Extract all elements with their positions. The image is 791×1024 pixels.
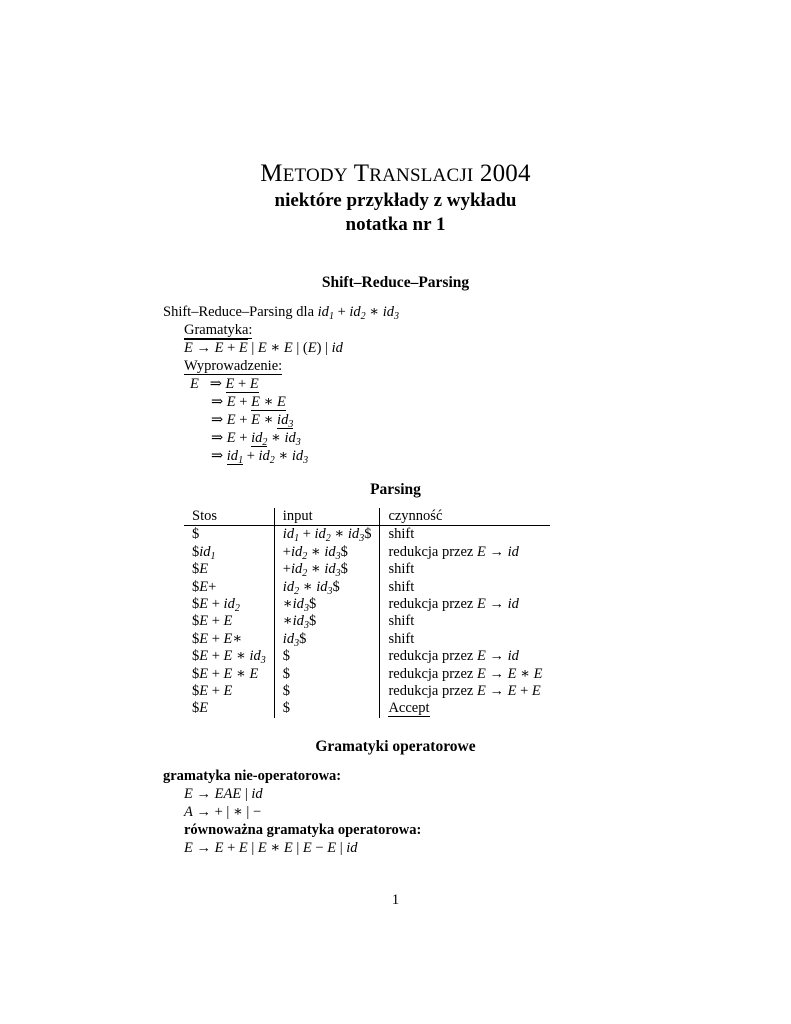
column-header-stack: Stos [184, 508, 274, 526]
derivation-step-5: ⇒ $id_1 + id_2$ ∗ $id_3$ [211, 448, 309, 466]
table-row: $E $+id_2$ ∗ $id_3\$$ shift [184, 561, 550, 578]
table-row: $E + E $∗id_3\$$ shift [184, 613, 550, 630]
section-heading-parsing: Parsing [370, 481, 421, 498]
table-row: $E + $id_2$ $∗id_3\$$ redukcja przez E → id [184, 596, 550, 613]
derivation-step-2: ⇒ E + E ∗ E [211, 394, 286, 410]
grammar-label-text: Gramatyka: [184, 322, 253, 338]
section-heading-shift-reduce: Shift–Reduce–Parsing [321, 274, 470, 291]
action-cell: shift [388, 526, 415, 543]
section-heading-operator-grammars: Gramatyki operatorowe [315, 738, 476, 755]
derivation-step-3: ⇒ E + E ∗ $id_3$ [211, 412, 294, 430]
nonop-grammar-label: gramatyka nie-operatorowa: [163, 768, 342, 784]
action-cell: shift [388, 613, 415, 630]
title-letter-t: T [353, 160, 370, 187]
op-rule: E → E + E | E ∗ E | E − E | id [184, 840, 358, 856]
action-cell: redukcja przez [388, 683, 474, 700]
action-cell: redukcja przez [388, 543, 474, 560]
derivation-label-text: Wyprowadzenie: [184, 358, 283, 374]
action-cell: redukcja przez [388, 665, 474, 682]
table-row: $E + E∗ $id_3\$$ shift [184, 631, 550, 648]
table-row: $\$id_1$ $+id_2$ ∗ $id_3\$$ redukcja przez E → id [184, 544, 550, 561]
column-header-action: czynność [380, 508, 551, 526]
parsing-table [184, 508, 550, 718]
title-year: 2004 [479, 160, 531, 187]
nonop-rule-1: E → EAE | id [184, 786, 263, 802]
grammar-label [184, 321, 252, 339]
table-header-row [184, 508, 550, 526]
table-row: $E + E ∗ E $ redukcja przez E → E ∗ E [184, 666, 550, 683]
column-header-input: input [274, 508, 380, 526]
document-title [0, 160, 791, 188]
nonop-rule-2: A → + | ∗ | − [184, 804, 262, 820]
title-part-ranslacji: RANSLACJI [369, 165, 474, 186]
equiv-grammar-label: równoważna gramatyka operatorowa: [184, 822, 422, 838]
title-part-etody: ETODY [282, 165, 348, 186]
accept-cell: Accept [388, 700, 430, 717]
derivation-label [184, 357, 282, 375]
title-letter-m: M [260, 160, 283, 187]
action-cell: redukcja przez [388, 596, 474, 613]
intro-line: Shift–Reduce–Parsing dla $id_1 + id_2$ ∗ $id_3$ [163, 304, 400, 322]
table-row: $E+ $id_2$ ∗ $id_3\$$ shift [184, 579, 550, 596]
intro-text: Shift–Reduce–Parsing dla [163, 304, 315, 320]
action-cell: shift [388, 578, 415, 595]
grammar-rule: E → E + E | E ∗ E | (E) | id [184, 340, 343, 356]
page-number: 1 [391, 892, 400, 908]
intro-expression: $id_1$ [317, 304, 334, 322]
action-cell: shift [388, 630, 415, 647]
note-number: notatka nr 1 [345, 214, 446, 235]
derivation-step-1: E ⇒ E + E [190, 376, 259, 392]
table-row: $ $id_1 + id_2$ ∗ $id_3\$$ shift [184, 526, 550, 544]
table-row: $E + E $ redukcja przez E → E + E [184, 683, 550, 700]
table-row: $E $ Accept [184, 700, 550, 717]
table-row: $E + E ∗ $id_3$ $ redukcja przez E → id [184, 648, 550, 665]
action-cell: redukcja przez [388, 648, 474, 665]
derivation-step-4: ⇒ $E + id_2$ ∗ $id_3$ [211, 430, 301, 448]
action-cell: shift [388, 561, 415, 578]
document-subtitle: niektóre przykłady z wykładu [274, 190, 517, 211]
